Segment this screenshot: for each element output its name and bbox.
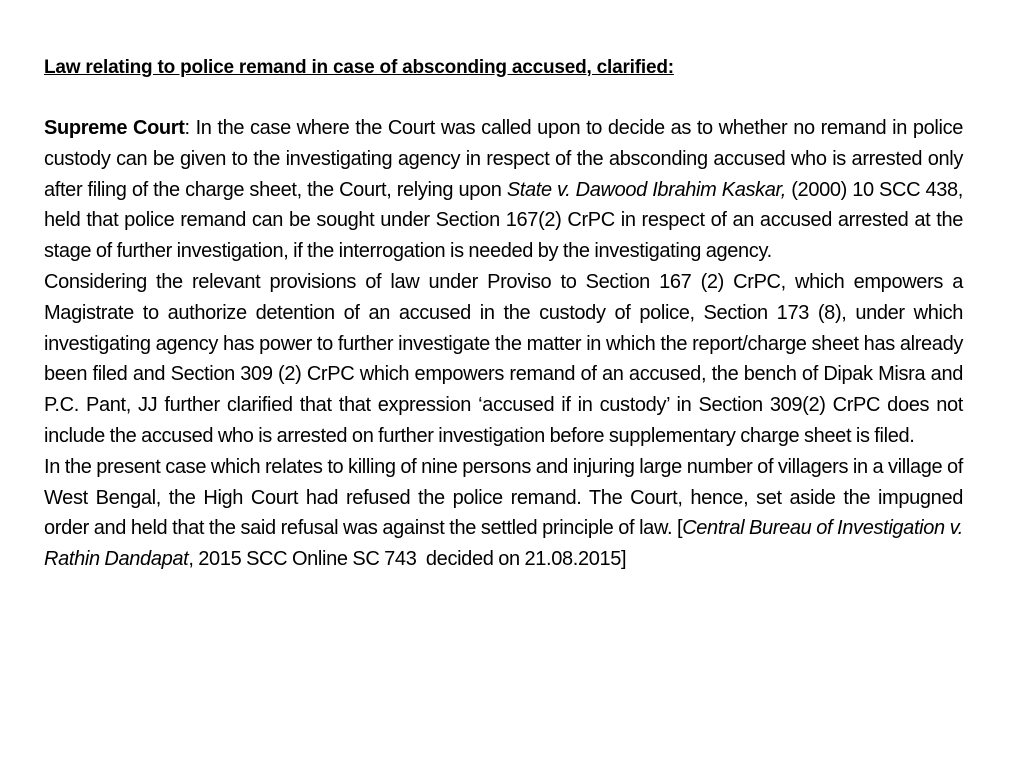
page-title: Law relating to police remand in case of absconding accused, clarified: — [44, 57, 674, 78]
spacer — [44, 82, 963, 113]
case-citation: State v. Dawood Ibrahim Kaskar, — [506, 178, 786, 201]
paragraph-supreme-court — [44, 113, 963, 267]
paragraph-text: , 2015 SCC Online SC 743 decided on 21.08.2015] — [188, 548, 627, 571]
paragraph-text: (2000) 10 SCC 438, held that police remand can be sought under Section 167(2) CrPC in respect of an accused arrested at the stage of further investigation, if the interrogation is needed by the investigating agency. — [44, 178, 963, 263]
paragraph-text: : In the case where the Court was called upon to decide as to whether no remand in police custody can be given to the investigating agency in respect of the absconding accused who is arrested only after filing of the charge sheet, the Court, relying upon — [44, 117, 963, 201]
court-label: Supreme Court — [44, 117, 185, 139]
paragraph-present-case — [44, 452, 963, 575]
case-citation: Central Bureau of Investigation v. Rathin Dandapat — [44, 517, 964, 571]
paragraph-text: In the present case which relates to killing of nine persons and injuring large number of villagers in a village of West Bengal, the High Court had refused the police remand. The Court, hence, set aside the impugned order and held that the said refusal was against the settled principle of law. [ — [44, 455, 963, 540]
slide-content — [44, 54, 963, 575]
paragraph-considering: Considering the relevant provisions of law under Proviso to Section 167 (2) CrPC, which empowers a Magistrate to authorize detention of an accused in the custody of police, Section 173 (8), under which investigating agency has power to further investigate the matter in which the report/charge sheet has already been filed and Section 309 (2) CrPC which empowers remand of an accused, the bench of Dipak Misra and P.C. Pant, JJ further clarified that that expression ‘accused if in custody’ in Section 309(2) CrPC does not include the accused who is arrested on further investigation before supplementary charge sheet is filed. — [44, 270, 963, 447]
